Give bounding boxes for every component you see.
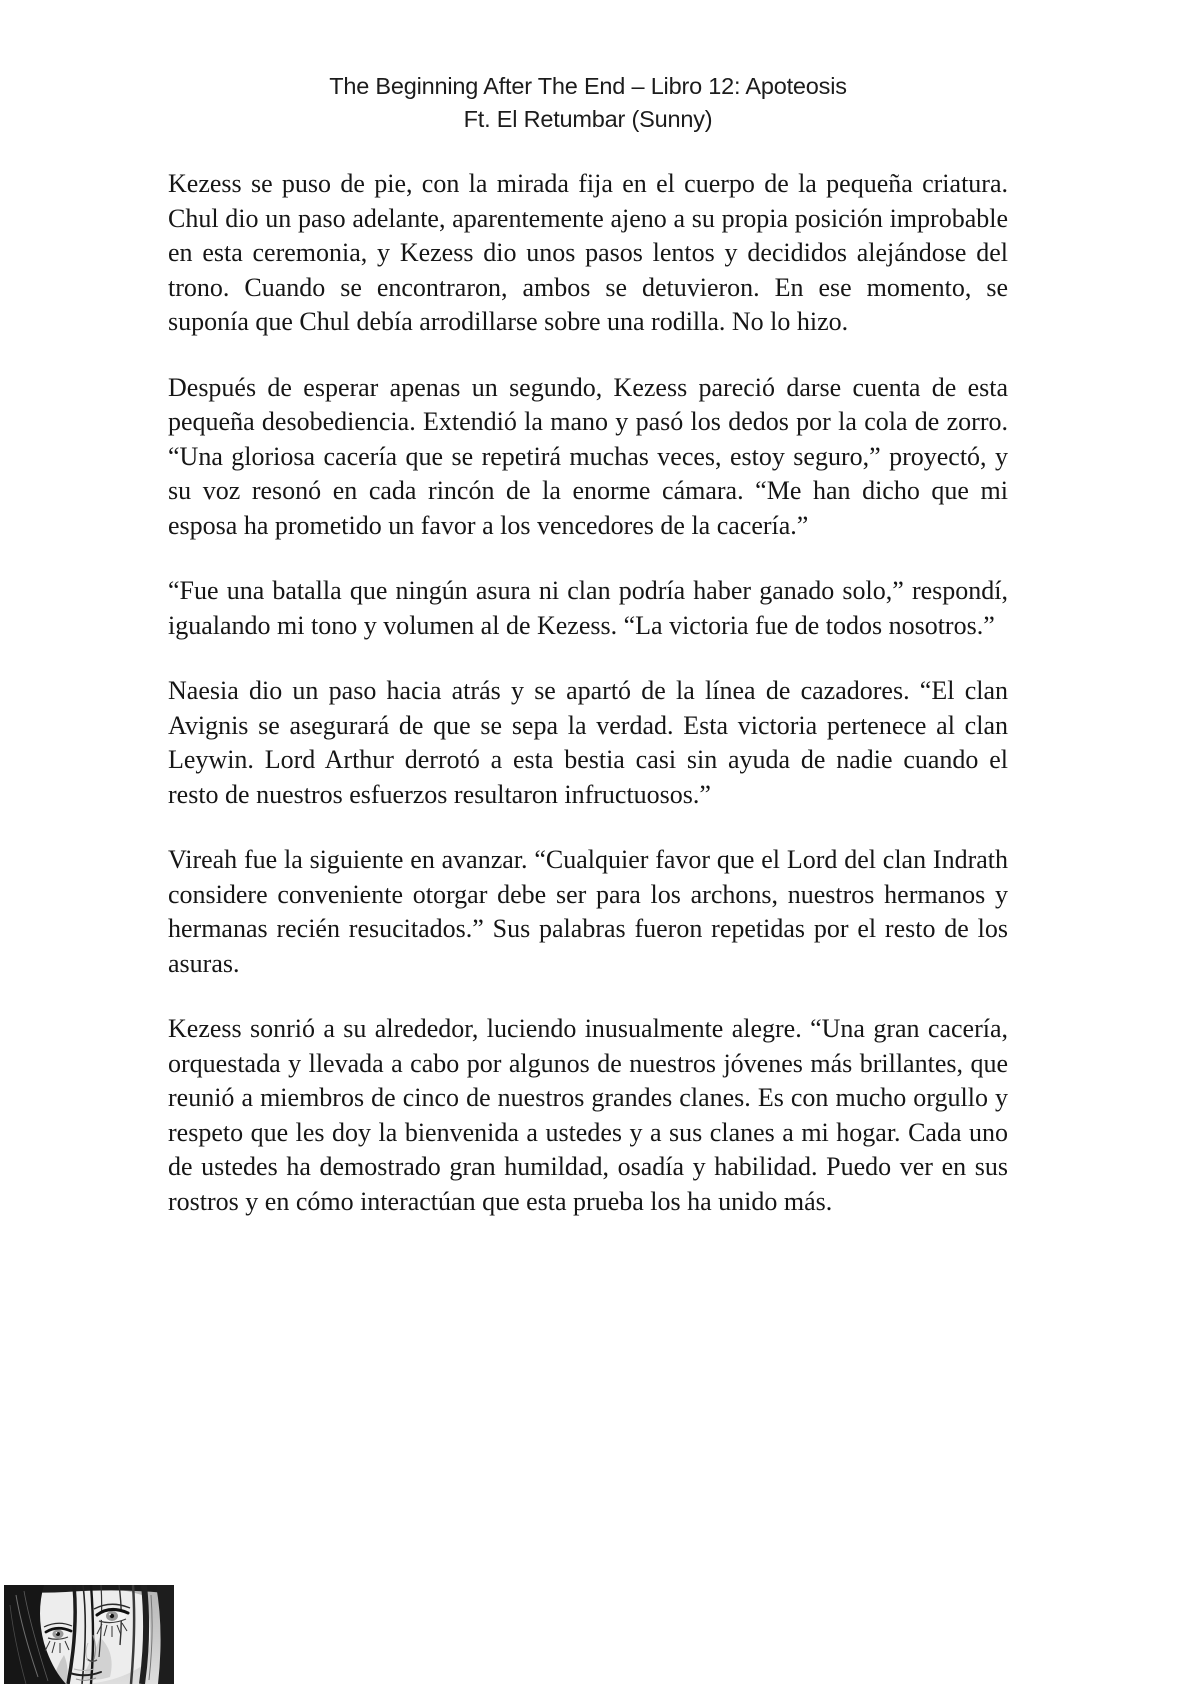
paragraph-6: Kezess sonrió a su alrededor, luciendo inusualmente alegre. “Una gran cacería, orquestada y llevada a cabo por algunos de nuestros jóvenes más brillantes, que reunió a miembros de cinco de nuestros grandes clanes. Es con mucho orgullo y respeto que les doy la bienvenida a ustedes y a sus clanes a mi hogar. Cada uno de ustedes ha demostrado gran humildad, osadía y habilidad. Puedo ver en sus rostros y en cómo interactúan que esta prueba los ha unido más.	[168, 1014, 1008, 1216]
paragraph-2: Después de esperar apenas un segundo, Kezess pareció darse cuenta de esta pequeña desobediencia. Extendió la mano y pasó los dedos por la cola de zorro. “Una gloriosa cacería que se repetirá muchas veces, estoy seguro,” proyectó, y su voz resonó en cada rincón de la enorme cámara. “Me han dicho que mi esposa ha prometido un favor a los vencedores de la cacería.”	[168, 372, 1008, 540]
document-body	[168, 167, 1008, 1219]
paragraph-4: Naesia dio un paso hacia atrás y se apartó de la línea de cazadores. “El clan Avignis se asegurará de que se sepa la verdad. Esta victoria pertenece al clan Leywin. Lord Arthur derrotó a esta bestia casi sin ayuda de nadie cuando el resto de nuestros esfuerzos resultaron infructuosos.”	[168, 676, 1008, 809]
document-subtitle: Ft. El Retumbar (Sunny)	[463, 106, 713, 132]
document-title: The Beginning After The End – Libro 12: Apoteosis	[329, 73, 847, 99]
manga-face-icon	[4, 1585, 174, 1684]
paragraph-3: “Fue una batalla que ningún asura ni clan podría haber ganado solo,” respondí, igualando mi tono y volumen al de Kezess. “La victoria fue de todos nosotros.”	[168, 576, 1008, 640]
document-header	[168, 0, 1008, 136]
paragraph-5: Vireah fue la siguiente en avanzar. “Cualquier favor que el Lord del clan Indrath considere conveniente otorgar debe ser para los archons, nuestros hermanos y hermanas recién resucitados.” Sus palabras fueron repetidas por el resto de los asuras.	[168, 845, 1008, 978]
manga-face-illustration	[4, 1585, 174, 1684]
paragraph-1: Kezess se puso de pie, con la mirada fija en el cuerpo de la pequeña criatura. Chul dio un paso adelante, aparentemente ajeno a su propia posición improbable en esta ceremonia, y Kezess dio unos pasos lentos y decididos alejándose del trono. Cuando se encontraron, ambos se detuvieron. En ese momento, se suponía que Chul debía arrodillarse sobre una rodilla. No lo hizo.	[168, 169, 1008, 336]
